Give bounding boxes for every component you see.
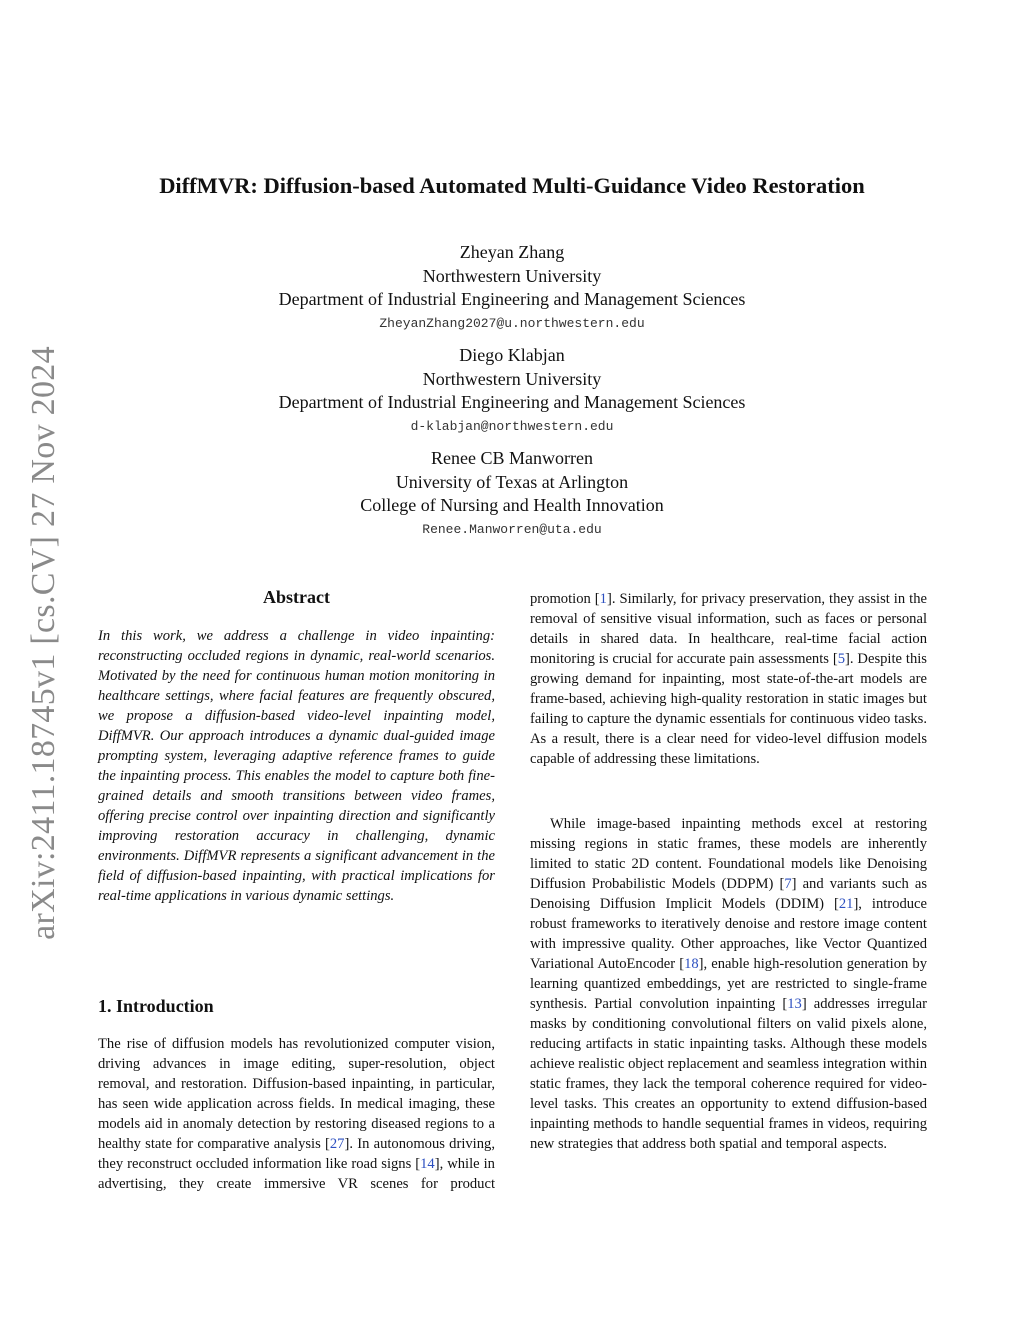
author-1: [0, 241, 1024, 336]
citation-link[interactable]: 5: [837, 651, 846, 667]
intro-paragraph-2: [530, 814, 927, 1154]
author-name: Diego Klabjan: [459, 345, 565, 365]
citation-link[interactable]: 13: [787, 996, 802, 1012]
author-email[interactable]: Renee.Manworren@uta.edu: [422, 521, 602, 537]
intro-p2-text-2: ] and variants such as Denoising Diffusion Implicit Models (DDIM) [: [530, 876, 927, 912]
author-department: Department of Industrial Engineering and Management Sciences: [278, 289, 746, 309]
abstract-section: [98, 587, 495, 906]
citation-link[interactable]: 27: [329, 1136, 345, 1152]
citation-link[interactable]: 14: [420, 1156, 435, 1172]
author-affiliation: University of Texas at Arlington: [395, 471, 629, 492]
author-affiliation: Northwestern University: [422, 265, 602, 286]
intro-p1-left-column: [98, 1034, 495, 1194]
citation-link[interactable]: 18: [684, 956, 699, 972]
intro-p2-text-4: ], enable high-resolution generation by learning quantized embeddings, yet are restricted to single-frame synthesis. Partial convolution inpainting [: [530, 956, 927, 1012]
citation-link[interactable]: 21: [838, 896, 854, 912]
intro-p2-text-5: ] addresses irregular masks by conditioning convolutional filters on valid pixels alone, reducing artifacts in static inpainting tasks. Although these models achieve realistic object replacement and seamless integration within static frames, they lack the temporal coherence required for video-level tasks. This creates an opportunity to extend diffusion-based inpainting methods to handle sequential frames in videos, requiring new strategies that address both spatial and temporal aspects.: [530, 996, 927, 1152]
author-email[interactable]: ZheyanZhang2027@u.northwestern.edu: [379, 315, 645, 331]
citation-link[interactable]: 7: [784, 876, 792, 892]
intro-p1-text-left: [98, 1034, 495, 1194]
introduction-heading-block: [98, 996, 495, 1017]
intro-p1-text-right: [530, 589, 927, 769]
intro-p1-right-column: [530, 589, 927, 809]
introduction-heading: 1. Introduction: [98, 996, 214, 1016]
intro-p2-text-3: ], introduce robust frameworks to iteratively denoise and restore image content with impressive quality. Other approaches, like Vector Quantized Variational AutoEncoder [: [530, 896, 927, 972]
intro-p2-text-1: While image-based inpainting methods excel at restoring missing regions in static frames, these models are inherently limited to static 2D content. Foundational models like Denoising Diffusion Probabilistic Models (DDPM) [: [530, 816, 927, 892]
arxiv-stamp-text: arXiv:2411.18745v1 [cs.CV] 27 Nov 2024: [25, 346, 62, 940]
intro-p2-text: [530, 814, 927, 1154]
author-name: Renee CB Manworren: [431, 448, 593, 468]
abstract-text: In this work, we address a challenge in video inpainting: reconstructing occluded regions in dynamic, real-world scenarios. Motivated by the need for continuous human motion monitoring in healthcare settings, where facial features are frequently obscured, we propose a diffusion-based video-level inpainting model, DiffMVR. Our approach introduces a dynamic dual-guided image prompting system, leveraging adaptive reference frames to guide the inpainting process. This enables the model to capture both fine-grained details and smooth transitions between video frames, offering precise control over inpainting direction and significantly improving restoration accuracy in challenging, dynamic environments. DiffMVR represents a significant advancement in the field of diffusion-based inpainting, with practical implications for real-time applications in various dynamic settings.: [98, 628, 495, 904]
intro-p1-text-2: ]. In autonomous driving, they reconstruct occluded information like road signs [: [98, 1136, 495, 1172]
author-department: Department of Industrial Engineering and Management Sciences: [278, 392, 746, 412]
intro-p1-text-5: ]. Despite this growing demand for inpainting, most state-of-the-art models are frame-based, achieving high-quality restoration in static images but failing to capture the dynamic essentials for continuous video tasks. As a result, there is a clear need for video-level diffusion models capable of addressing these limitations.: [530, 651, 927, 767]
intro-p1-text-1: The rise of diffusion models has revolutionized computer vision, driving advances in image editing, super-resolution, object removal, and restoration. Diffusion-based inpainting, in particular, has seen wide application across fields. In medical imaging, these models aid in anomaly detection by restoring diseased regions to a healthy state for comparative analysis [: [98, 1036, 495, 1152]
author-department: College of Nursing and Health Innovation: [360, 495, 664, 515]
author-name: Zheyan Zhang: [459, 242, 565, 262]
intro-p1-text-3: ], while in advertising, they create immersive VR scenes for product: [98, 1156, 495, 1192]
author-3: [0, 447, 1024, 542]
paper-title: DiffMVR: Diffusion-based Automated Multi-Guidance Video Restoration: [159, 173, 865, 198]
citation-link[interactable]: 1: [599, 591, 607, 607]
abstract-heading: Abstract: [263, 587, 330, 607]
author-email[interactable]: d-klabjan@northwestern.edu: [410, 418, 614, 434]
intro-p1-text-4: ]. Similarly, for privacy preservation, they assist in the removal of sensitive visual information, such as faces or personal details in shared data. In healthcare, real-time facial action monitoring is crucial for accurate pain assessments [: [530, 591, 927, 667]
intro-p1-text-3: promotion [: [530, 591, 600, 607]
author-affiliation: Northwestern University: [422, 368, 602, 389]
author-2: [0, 344, 1024, 439]
